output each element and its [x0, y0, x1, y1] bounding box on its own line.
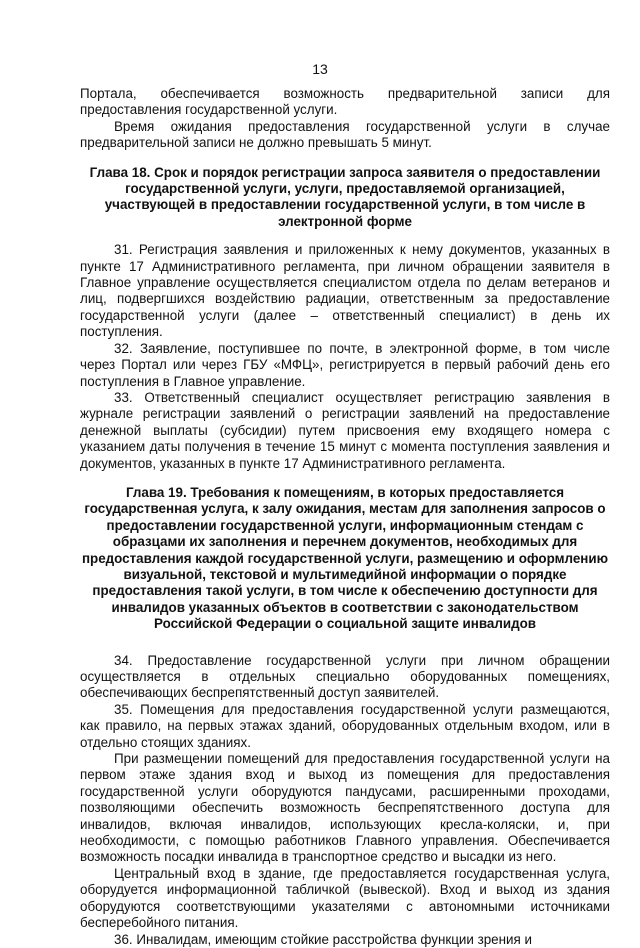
chapter-19-heading: Глава 19. Требования к помещениям, в которых предоставляется государственная услуга, к залу ожидания, местам для заполнения запросов о предоставлении государственной услуги, информационным стендам с образцами их заполнения и перечнем документов, необходимых для предоставления каждой государственной услуги, размещению и оформлению визуальной, текстовой и мультимедийной информации о порядке предоставления такой услуги, в том числе к обеспечению доступности для инвалидов указанных объектов в соответствии с законодательством Российской Федерации о социальной защите инвалидов [81, 484, 609, 632]
page-number: 13 [312, 61, 328, 77]
paragraph-32: 32. Заявление, поступившее по почте, в электронной форме, в том числе через Портал или через ГБУ «МФЦ», регистрируется в первый рабочий день его поступления в Главное управление. [80, 340, 610, 389]
document-body [80, 86, 610, 948]
paragraph-35: 35. Помещения для предоставления государственной услуги размещаются, как правило, на первых этажах зданий, оборудованных отдельным входом, или в отдельно стоящих зданиях. [80, 701, 610, 750]
paragraph-33: 33. Ответственный специалист осуществляет регистрацию заявления в журнале регистрации заявлений о регистрации заявлений на предоставление денежной выплаты (субсидии) путем присвоения ему входящего номера с указанием даты получения в течение 15 минут с момента поступления заявления и документов, указанных в пункте 17 Административного регламента. [80, 389, 610, 471]
paragraph-continuation: Портала, обеспечивается возможность предварительной записи для предоставления государственной услуги. [80, 86, 610, 118]
paragraph-35-entrance: Центральный вход в здание, где предоставляется государственная услуга, оборудуется информационной табличкой (вывеской). Вход и выход из здания оборудуются соответствующими указателями с автономными источниками бесперебойного питания. [80, 865, 610, 931]
paragraph-31: 31. Регистрация заявления и приложенных к нему документов, указанных в пункте 17 Административного регламента, при личном обращении заявителя в Главное управление осуществляется специалистом отдела по делам ветеранов и лиц, подвергшихся воздействию радиации, ответственным за предоставление государственной услуги (далее – ответственный специалист) в день их поступления. [80, 242, 610, 340]
chapter-18-heading: Глава 18. Срок и порядок регистрации запроса заявителя о предоставлении государственной услуги, услуги, предоставляемой организацией, участвующей в предоставлении государственной услуги, в том числе в электронной форме [89, 164, 601, 229]
paragraph-34: 34. Предоставление государственной услуги при личном обращении осуществляется в отдельных специально оборудованных помещениях, обеспечивающих беспрепятственный доступ заявителей. [80, 652, 610, 701]
paragraph-waiting-time: Время ожидания предоставления государственной услуги в случае предварительной записи не должно превышать 5 минут. [80, 118, 610, 151]
paragraph-35-accessibility: При размещении помещений для предоставления государственной услуги на первом этаже здания вход и выход из помещения для предоставления государственной услуги оборудуются пандусами, расширенными проходами, позволяющими обеспечить возможность беспрепятственного доступа для инвалидов, включая инвалидов, использующих кресла-коляски, и, при необходимости, с помощью работников Главного управления. Обеспечивается возможность посадки инвалида в транспортное средство и высадки из него. [80, 751, 610, 865]
paragraph-36: 36. Инвалидам, имеющим стойкие расстройства функции зрения и [114, 931, 532, 947]
